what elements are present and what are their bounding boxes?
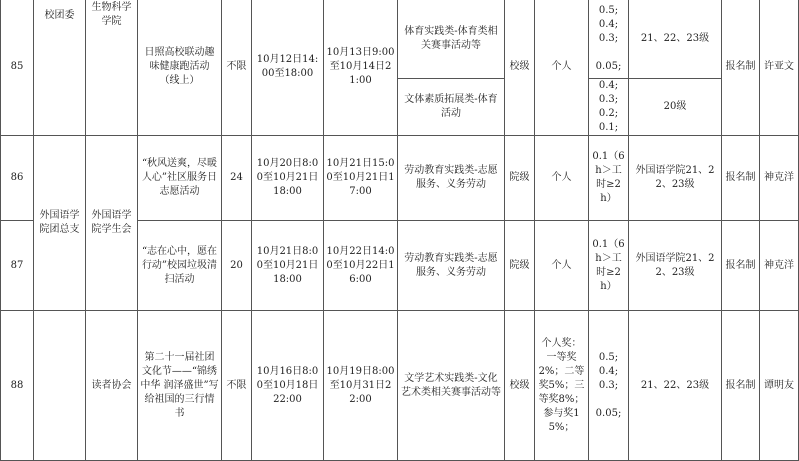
table-row	[1, 0, 799, 79]
signup-time: 10月21日8:00至10月21日18:00	[252, 221, 324, 311]
category: 劳动教育实践类-志愿服务、义务劳动	[398, 221, 505, 311]
host-unit: 生物科学学院	[86, 0, 138, 136]
activity-name: “志在心中，愿在行动”校园垃圾清扫活动	[138, 221, 222, 311]
score: 0.1（6h＞工时≥2h）	[589, 136, 629, 221]
score-list	[589, 0, 629, 79]
score-item: 0.5;	[598, 351, 619, 363]
contact: 神克洋	[760, 221, 799, 311]
table-row	[1, 136, 799, 221]
organizer	[34, 311, 86, 461]
row-number: 87	[1, 221, 34, 311]
category: 劳动教育实践类-志愿服务、义务劳动	[398, 136, 505, 221]
target-grade: 20级	[629, 79, 722, 136]
level: 校级	[505, 311, 535, 461]
score-item: 0.2;	[598, 108, 619, 119]
score-list	[589, 79, 629, 136]
score-item: 0.4;	[598, 18, 619, 30]
host-unit: 外国语学院学生会	[86, 136, 138, 311]
signup-method: 报名制	[722, 136, 760, 221]
level: 院级	[505, 221, 535, 311]
activity-time: 10月19日8:00至10月31日22:00	[324, 311, 398, 461]
score-item: 0.3;	[598, 94, 619, 105]
award-type: 个人	[535, 136, 589, 221]
category: 体育实践类-体育类相关赛事活动等	[398, 0, 505, 79]
signup-method: 报名制	[722, 221, 760, 311]
score-item	[591, 393, 626, 407]
score: 0.1（6h＞工时≥2h）	[589, 221, 629, 311]
host-unit: 读者协会	[86, 311, 138, 461]
table-row	[1, 311, 799, 461]
target-grade: 外国语学院21、22、23级	[629, 136, 722, 221]
score-item: 0.4;	[598, 365, 619, 377]
organizer: 校团委	[34, 0, 86, 136]
target-grade: 21、22、23级	[629, 0, 722, 79]
target-grade: 21、22、23级	[629, 311, 722, 461]
row-number: 88	[1, 311, 34, 461]
organizer: 外国语学院团总支	[34, 136, 86, 311]
activity-time: 10月13日9:00至10月14日21:00	[324, 0, 398, 136]
award-type: 个人奖：一等奖2%；二等奖5%；三等奖8%；参与奖15%；	[535, 311, 589, 461]
target-grade: 外国语学院21、22、23级	[629, 221, 722, 311]
score-item: 0.3;	[598, 379, 619, 391]
level: 校级	[505, 0, 535, 136]
score-item: 0.4;	[598, 80, 619, 91]
score-item: 0.05;	[595, 60, 622, 72]
participant-limit: 24	[222, 136, 252, 221]
score-item	[591, 46, 626, 60]
activity-time: 10月21日15:00至10月21日17:00	[324, 136, 398, 221]
level: 院级	[505, 136, 535, 221]
activity-name: “秋风送爽，尽暖人心”社区服务日志愿活动	[138, 136, 222, 221]
participant-limit: 不限	[222, 0, 252, 136]
score-list	[589, 311, 629, 461]
signup-time: 10月16日8:00至10月18日22:00	[252, 311, 324, 461]
contact: 许亚文	[760, 0, 799, 136]
contact: 谭明友	[760, 311, 799, 461]
row-number: 85	[1, 0, 34, 136]
activity-time: 10月22日14:00至10月22日16:00	[324, 221, 398, 311]
category: 文学艺术实践类-文化艺术类相关赛事活动等	[398, 311, 505, 461]
score-item: 0.3;	[598, 32, 619, 44]
score-item: 0.5;	[598, 4, 619, 16]
signup-method: 报名制	[722, 311, 760, 461]
signup-method: 报名制	[722, 0, 760, 136]
activity-name: 日照高校联动趣味健康跑活动（线上）	[138, 0, 222, 136]
award-type: 个人	[535, 0, 589, 136]
signup-time: 10月20日8:00至10月21日18:00	[252, 136, 324, 221]
row-number: 86	[1, 136, 34, 221]
participant-limit: 不限	[222, 311, 252, 461]
category: 文体素质拓展类-体育活动	[398, 79, 505, 136]
award-type: 个人	[535, 221, 589, 311]
score-item: 0.1;	[598, 122, 619, 133]
score-item: 0.05;	[595, 407, 622, 419]
participant-limit: 20	[222, 221, 252, 311]
signup-time: 10月12日14:00至18:00	[252, 0, 324, 136]
contact: 神克洋	[760, 136, 799, 221]
activity-name: 第二十一届社团文化节——“锦绣中华 润泽盛世”写给祖国的三行情书	[138, 311, 222, 461]
